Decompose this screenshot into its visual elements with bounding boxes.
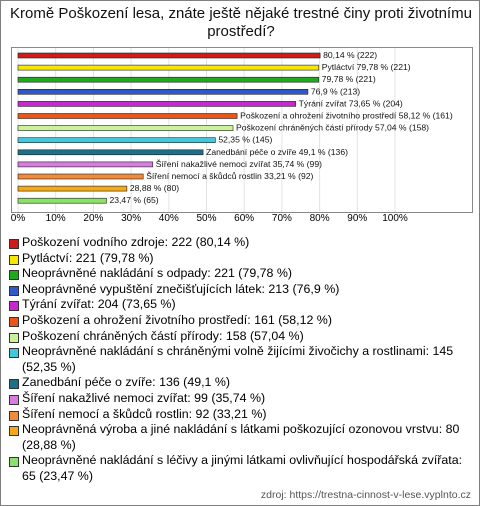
bar-label: Poškození chráněných částí přírody 57,04 % (158) (236, 122, 430, 133)
x-tick-label: 70% (271, 213, 292, 224)
legend-item (8, 422, 474, 453)
bar-label: Zanedbání péče o zvíře 49,1 % (136) (206, 146, 348, 157)
legend-label: Pytláctví: 221 (79,78 %) (22, 250, 154, 265)
bar (18, 198, 106, 203)
source-note: zdroj: https://trestna-cinnost-v-lese.vyplnto.cz (260, 489, 471, 501)
bar-label: Šíření nakažlivé nemoci zvířat 35,74 % (99) (155, 158, 322, 169)
bar (18, 186, 127, 191)
legend-item (8, 329, 474, 345)
legend-label: Zanedbání péče o zvíře: 136 (49,1 %) (22, 375, 231, 390)
bar-label: 52,35 % (145) (218, 134, 273, 145)
bar-label: Pytláctví 79,78 % (221) (321, 62, 411, 73)
legend-item (8, 266, 474, 282)
bar (18, 77, 319, 82)
bar-label: 23,47 % (65) (109, 195, 159, 206)
legend-swatch (9, 426, 19, 436)
x-tick-label: 50% (196, 213, 217, 224)
legend-item (8, 313, 474, 329)
legend-swatch (9, 317, 19, 327)
bar (18, 126, 233, 131)
legend-item (8, 297, 474, 313)
legend-swatch (9, 255, 19, 265)
legend-item (8, 453, 474, 484)
legend-label: Šíření nakažlivé nemoci zvířat: 99 (35,74 %) (22, 390, 266, 405)
x-tick-label: 90% (347, 213, 368, 224)
x-axis-ticks (1, 213, 480, 227)
legend-swatch (9, 270, 19, 280)
legend-swatch (9, 457, 19, 467)
legend (8, 235, 474, 485)
legend-label: Neoprávněné nakládání s chráněnými volně žijícími živočichy a rostlinami: 145 (52,35 %) (22, 344, 454, 374)
plot-area (11, 47, 473, 213)
bar (18, 150, 203, 155)
legend-swatch (9, 348, 19, 358)
legend-label: Šíření nemocí a škůdců rostlin: 92 (33,21 %) (22, 406, 267, 421)
bar-label: 28,88 % (80) (129, 183, 180, 194)
legend-label: Poškození chráněných částí přírody: 158 (57,04 %) (22, 328, 304, 343)
bar (18, 65, 319, 70)
x-tick-label: 100% (382, 213, 408, 224)
bar-chart (12, 48, 472, 212)
legend-item (8, 282, 474, 298)
legend-swatch (9, 411, 19, 421)
bar (18, 114, 237, 119)
x-tick-label: 10% (45, 213, 66, 224)
legend-item (8, 344, 474, 375)
bar (18, 101, 296, 106)
legend-label: Poškození a ohrožení životního prostředí: 161 (58,12 %) (22, 312, 332, 327)
legend-label: Neoprávněné nakládání s léčivy a jinými látkami ovlivňující hospodářská zvířata: 65 (23,47 %) (22, 453, 463, 483)
legend-label: Poškození vodního zdroje: 222 (80,14 %) (22, 235, 250, 249)
legend-swatch (9, 286, 19, 296)
bar-label: 80,14 % (222) (323, 50, 378, 60)
bar-label: 76,9 % (213) (310, 86, 361, 97)
legend-label: Neoprávněné nakládání s odpady: 221 (79,78 %) (22, 266, 293, 281)
bar-label: Poškození a ohrožení životního prostředí 58,12 % (161) (240, 110, 453, 121)
bar (18, 138, 215, 143)
bar (18, 174, 143, 179)
chart-title: Kromě Poškození lesa, znáte ještě nějaké trestné činy proti životnímu prostředí? (10, 5, 472, 40)
legend-swatch (9, 379, 19, 389)
bar-label: Šíření nemocí a škůdců rostlin 33,21 % (92) (146, 171, 314, 181)
x-tick-label: 30% (121, 213, 142, 224)
legend-item (8, 375, 474, 391)
legend-item (8, 251, 474, 267)
x-tick-label: 60% (234, 213, 255, 224)
x-tick-label: 80% (309, 213, 330, 224)
x-tick-label: 0% (10, 213, 26, 224)
legend-item (8, 407, 474, 423)
legend-label: Týrání zvířat: 204 (73,65 %) (22, 297, 176, 312)
legend-item (8, 391, 474, 407)
bar-label: Týrání zvířat 73,65 % (204) (298, 98, 403, 109)
bar (18, 162, 153, 167)
legend-swatch (9, 239, 19, 249)
legend-label: Neoprávněná výroba a jiné nakládání s látkami poškozující ozonovou vrstvu: 80 (28,88 %) (22, 422, 460, 452)
legend-swatch (9, 333, 19, 343)
x-tick-label: 20% (83, 213, 104, 224)
bar-label: 79,78 % (221) (321, 74, 376, 85)
legend-label: Neoprávněné vypuštění znečišťujících látek: 213 (76,9 %) (22, 281, 340, 296)
x-tick-label: 40% (158, 213, 179, 224)
legend-item (8, 235, 474, 251)
legend-swatch (9, 395, 19, 405)
legend-swatch (9, 301, 19, 311)
bar (18, 53, 320, 58)
bar (18, 89, 308, 94)
